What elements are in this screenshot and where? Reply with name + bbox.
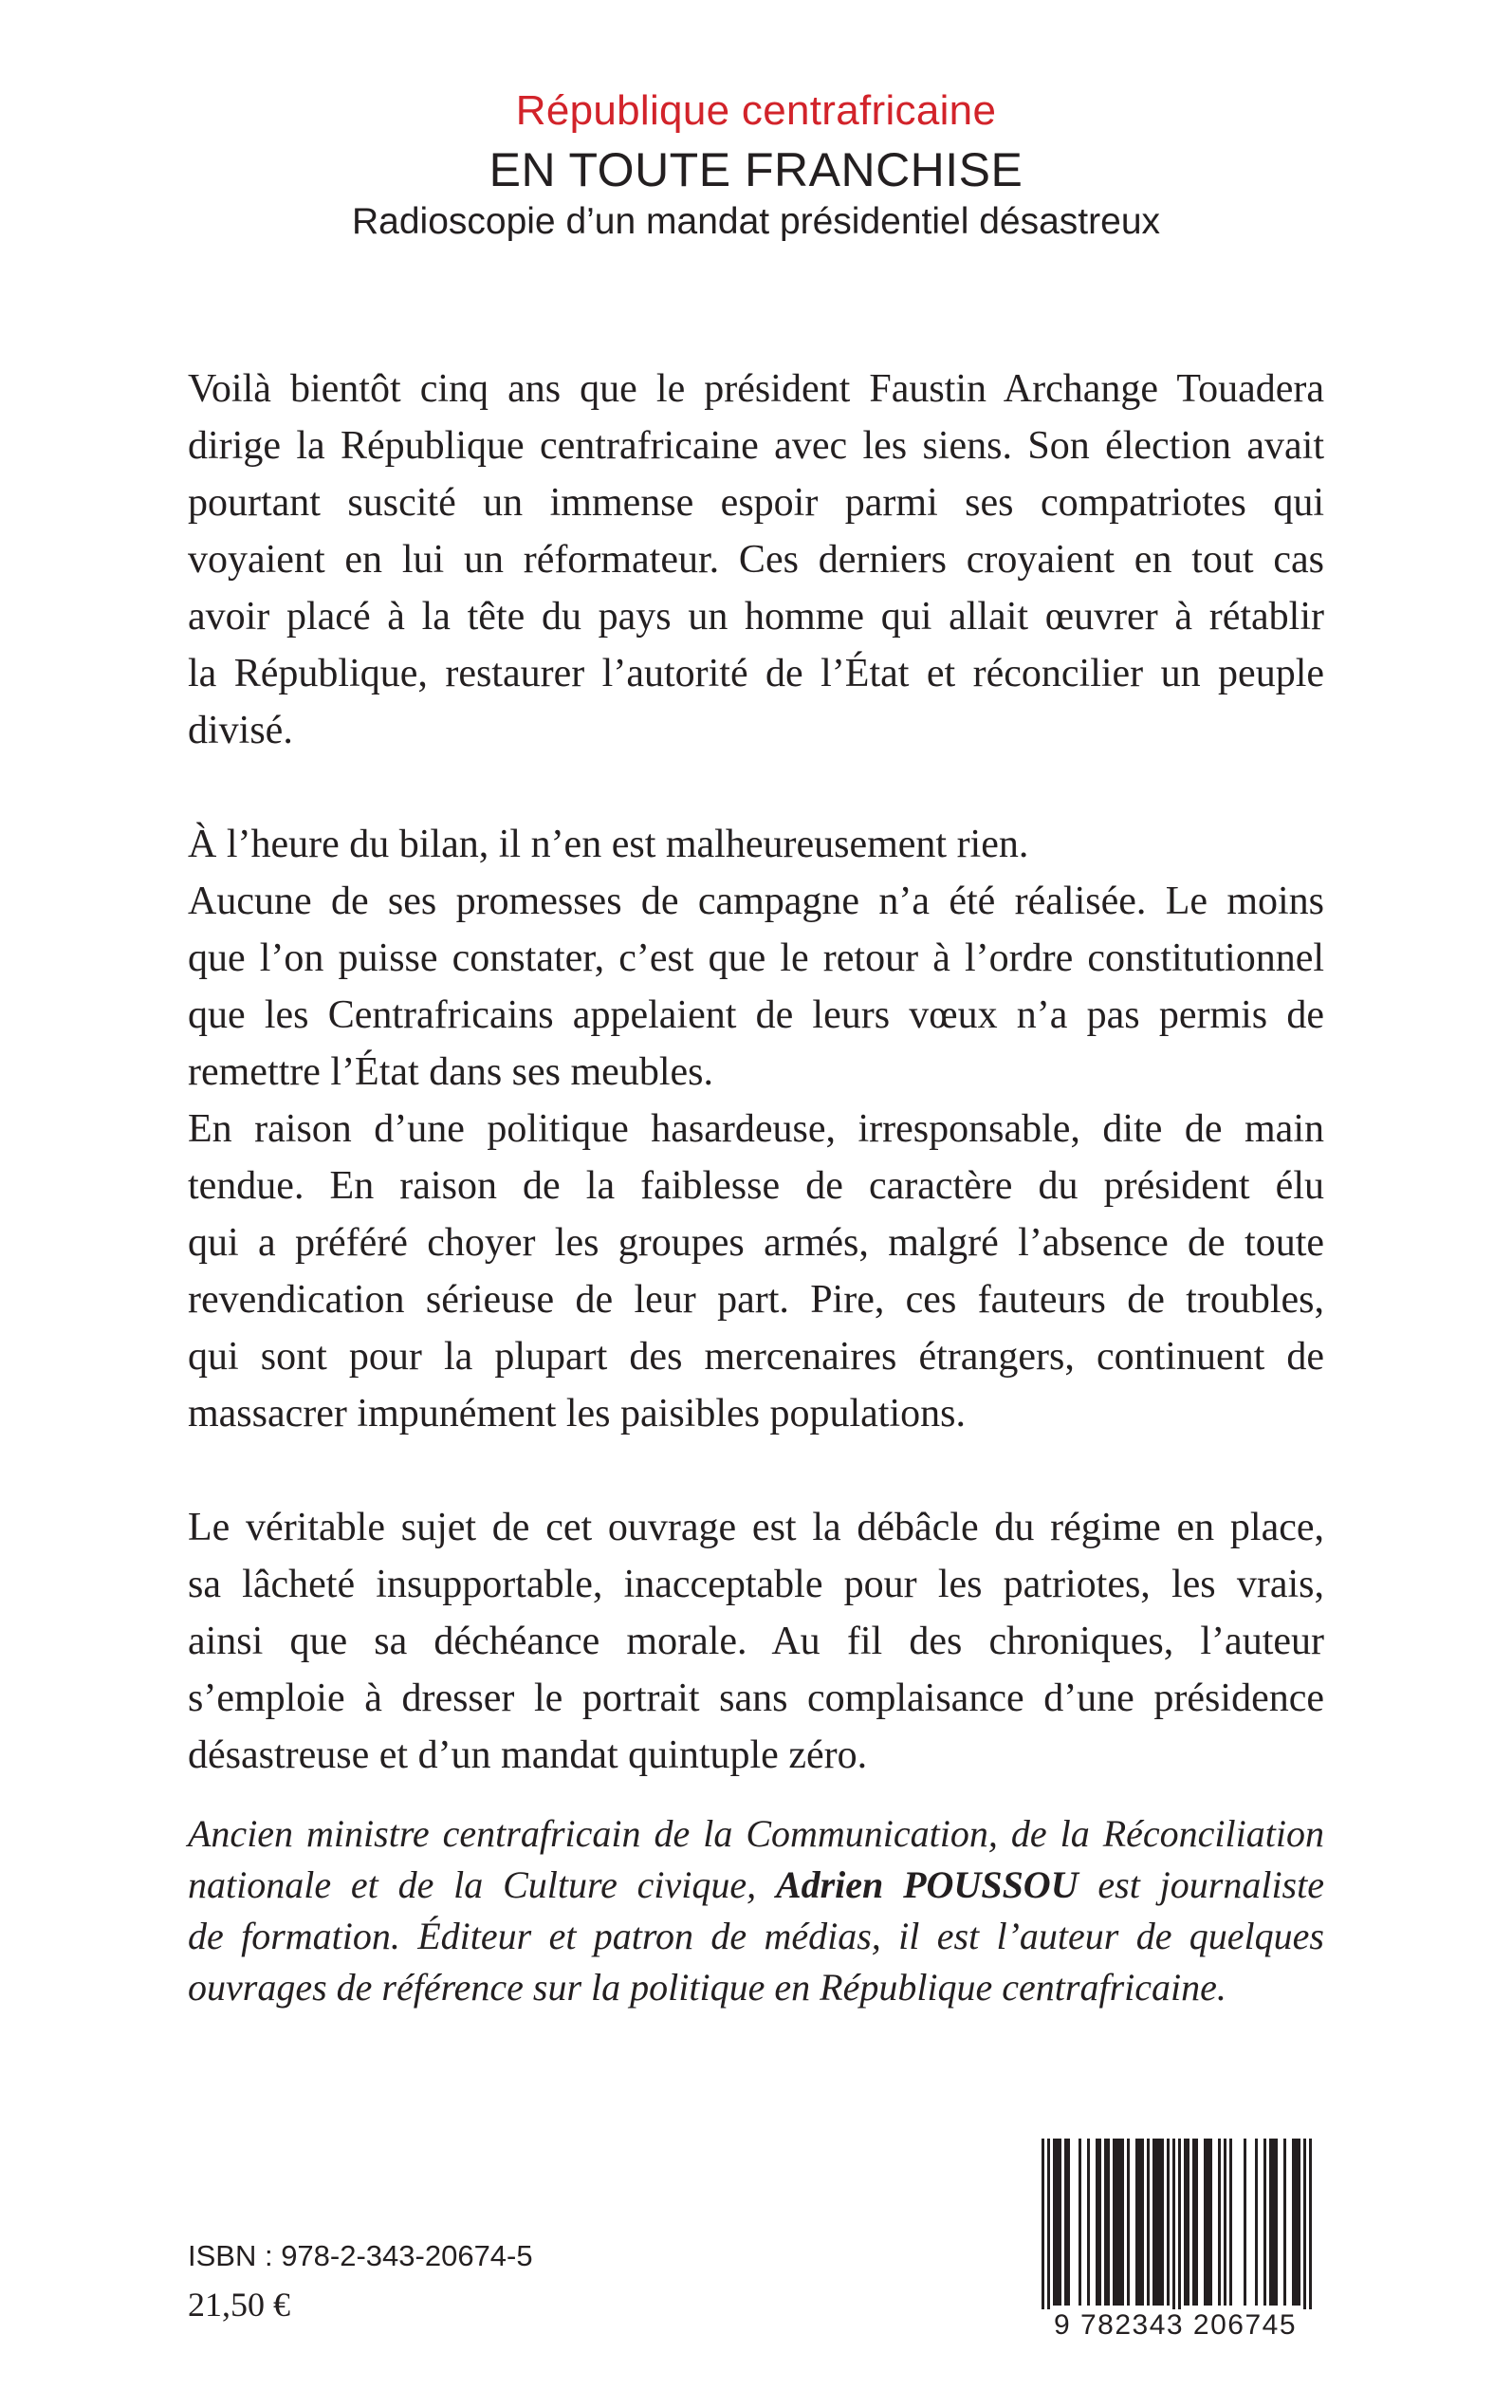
text-line: ainsi que sa déchéance morale. Au fil des chroniques, l’auteur (188, 1620, 1324, 1663)
barcode-bar (1059, 2139, 1061, 2306)
country-heading: République centrafricaine (515, 87, 997, 134)
barcode-bar (1138, 2139, 1141, 2306)
barcode-bar (1098, 2139, 1101, 2306)
barcode-bar (1172, 2139, 1175, 2319)
barcode-bar (1192, 2139, 1195, 2306)
text-line: voyaient en lui un réformateur. Ces derniers croyaient en tout cas (188, 538, 1324, 582)
barcode-bar (1107, 2139, 1110, 2306)
text-line: que les Centrafricains appelaient de leurs vœux n’a pas permis de (188, 993, 1324, 1037)
text-line: Le véritable sujet de cet ouvrage est la débâcle du régime en place, (188, 1506, 1324, 1549)
barcode-bar (1244, 2139, 1246, 2306)
barcode-bar (1309, 2139, 1312, 2319)
text-line: divisé. (188, 709, 293, 752)
text-line: Voilà bientôt cinq ans que le président Faustin Archange Touadera (188, 367, 1324, 411)
barcode-bar (1116, 2139, 1118, 2306)
book-title: EN TOUTE FRANCHISE (489, 143, 1023, 196)
bio-text: est journaliste (1078, 1863, 1324, 1906)
barcode-bar (1283, 2139, 1286, 2306)
barcode-bar (1292, 2139, 1295, 2306)
barcode-bar (1298, 2139, 1300, 2306)
barcode-bar (1224, 2139, 1226, 2306)
isbn-text: ISBN : 978-2-343-20674-5 (188, 2239, 533, 2272)
barcode-digits: 9 782343 206745 (1024, 2309, 1326, 2342)
barcode-bar (1195, 2139, 1198, 2306)
blurb-paragraph-1 (188, 361, 1324, 759)
barcode-bar (1209, 2139, 1212, 2306)
text-line: Aucune de ses promesses de campagne n’a été réalisée. Le moins (188, 880, 1324, 923)
barcode-bar (1141, 2139, 1144, 2306)
bio-line: Ancien ministre centrafricain de la Communication, de la Réconciliation (188, 1812, 1324, 1855)
barcode-bar (1303, 2139, 1306, 2319)
barcode-bar (1161, 2139, 1164, 2306)
author-name: Adrien POUSSOU (775, 1863, 1079, 1906)
barcode (1024, 2135, 1326, 2343)
barcode-bar (1204, 2139, 1207, 2306)
barcode-bar (1275, 2139, 1278, 2306)
bio-line (188, 1860, 1324, 1911)
barcode-bar (1147, 2139, 1150, 2306)
bio-line: ouvrages de référence sur la politique en République centrafricaine. (188, 1966, 1226, 2009)
paragraph-gap (188, 759, 1324, 816)
text-line: qui a préféré choyer les groupes armés, malgré l’absence de toute (188, 1221, 1324, 1265)
text-line: revendication sérieuse de leur part. Pire, ces fauteurs de troubles, (188, 1278, 1324, 1322)
barcode-bar (1184, 2139, 1187, 2306)
barcode-bar (1263, 2139, 1266, 2306)
text-line: s’emploie à dresser le portrait sans complaisance d’une présidence (188, 1676, 1324, 1720)
barcode-bar (1135, 2139, 1138, 2306)
blurb-paragraph-3 (188, 873, 1324, 1101)
barcode-bar (1121, 2139, 1124, 2306)
text-line: massacrer impunément les paisibles populations. (188, 1392, 966, 1436)
barcode-bar (1118, 2139, 1121, 2306)
barcode-bar (1053, 2139, 1056, 2306)
barcode-bar (1178, 2139, 1181, 2319)
barcode-bar (1056, 2139, 1059, 2306)
barcode-bar (1104, 2139, 1107, 2306)
price-text: 21,50 € (188, 2286, 290, 2324)
text-line: dirige la République centrafricaine avec les siens. Son élection avait (188, 424, 1324, 468)
barcode-bar (1295, 2139, 1298, 2306)
bio-text: nationale et de la Culture civique, (188, 1863, 776, 1906)
text-line: avoir placé à la tête du pays un homme qui allait œuvrer à rétablir (188, 595, 1324, 639)
blurb-paragraph-2 (188, 816, 1324, 873)
text-line: sa lâcheté insupportable, inacceptable pour les patriotes, les vrais, (188, 1563, 1324, 1606)
barcode-bar (1207, 2139, 1209, 2306)
text-line: remettre l’État dans ses meubles. (188, 1050, 713, 1094)
barcode-bar (1047, 2139, 1050, 2319)
barcode-bar (1067, 2139, 1070, 2306)
barcode-bar (1158, 2139, 1161, 2306)
text-line: qui sont pour la plupart des mercenaires étrangers, continuent de (188, 1335, 1324, 1379)
text-line: que l’on puisse constater, c’est que le retour à l’ordre constitutionnel (188, 936, 1324, 980)
text-line: À l’heure du bilan, il n’en est malheureusement rien. (188, 823, 1029, 866)
author-bio (188, 1808, 1324, 2013)
barcode-bar (1155, 2139, 1158, 2306)
barcode-bar (1229, 2139, 1232, 2306)
barcode-bar (1269, 2139, 1272, 2306)
blurb-text (188, 361, 1324, 1784)
barcode-bar (1064, 2139, 1067, 2306)
paragraph-gap (188, 1442, 1324, 1499)
barcode-bar (1272, 2139, 1275, 2306)
text-line: la République, restaurer l’autorité de l’État et réconcilier un peuple (188, 652, 1324, 695)
text-line: pourtant suscité un immense espoir parmi ses compatriotes qui (188, 481, 1324, 525)
barcode-bar (1127, 2139, 1130, 2306)
barcode-bar (1152, 2139, 1155, 2306)
barcode-bar (1042, 2139, 1044, 2319)
barcode-bar (1167, 2139, 1170, 2306)
barcode-bar (1079, 2139, 1081, 2306)
barcode-bar (1113, 2139, 1116, 2306)
barcode-bar (1187, 2139, 1189, 2306)
barcode-bar (1087, 2139, 1090, 2306)
barcode-bar (1096, 2139, 1098, 2306)
barcode-bar (1218, 2139, 1221, 2306)
text-line: désastreuse et d’un mandat quintuple zéro. (188, 1733, 868, 1777)
cover-header (0, 87, 1512, 243)
blurb-paragraph-5 (188, 1499, 1324, 1784)
text-line: En raison d’une politique hasardeuse, irresponsable, dite de main (188, 1107, 1324, 1151)
text-line: tendue. En raison de la faiblesse de caractère du président élu (188, 1164, 1324, 1208)
blurb-paragraph-4 (188, 1101, 1324, 1442)
book-subtitle: Radioscopie d’un mandat présidentiel désastreux (351, 201, 1161, 242)
bio-line: de formation. Éditeur et patron de médias, il est l’auteur de quelques (188, 1915, 1324, 1957)
barcode-bar (1255, 2139, 1258, 2306)
